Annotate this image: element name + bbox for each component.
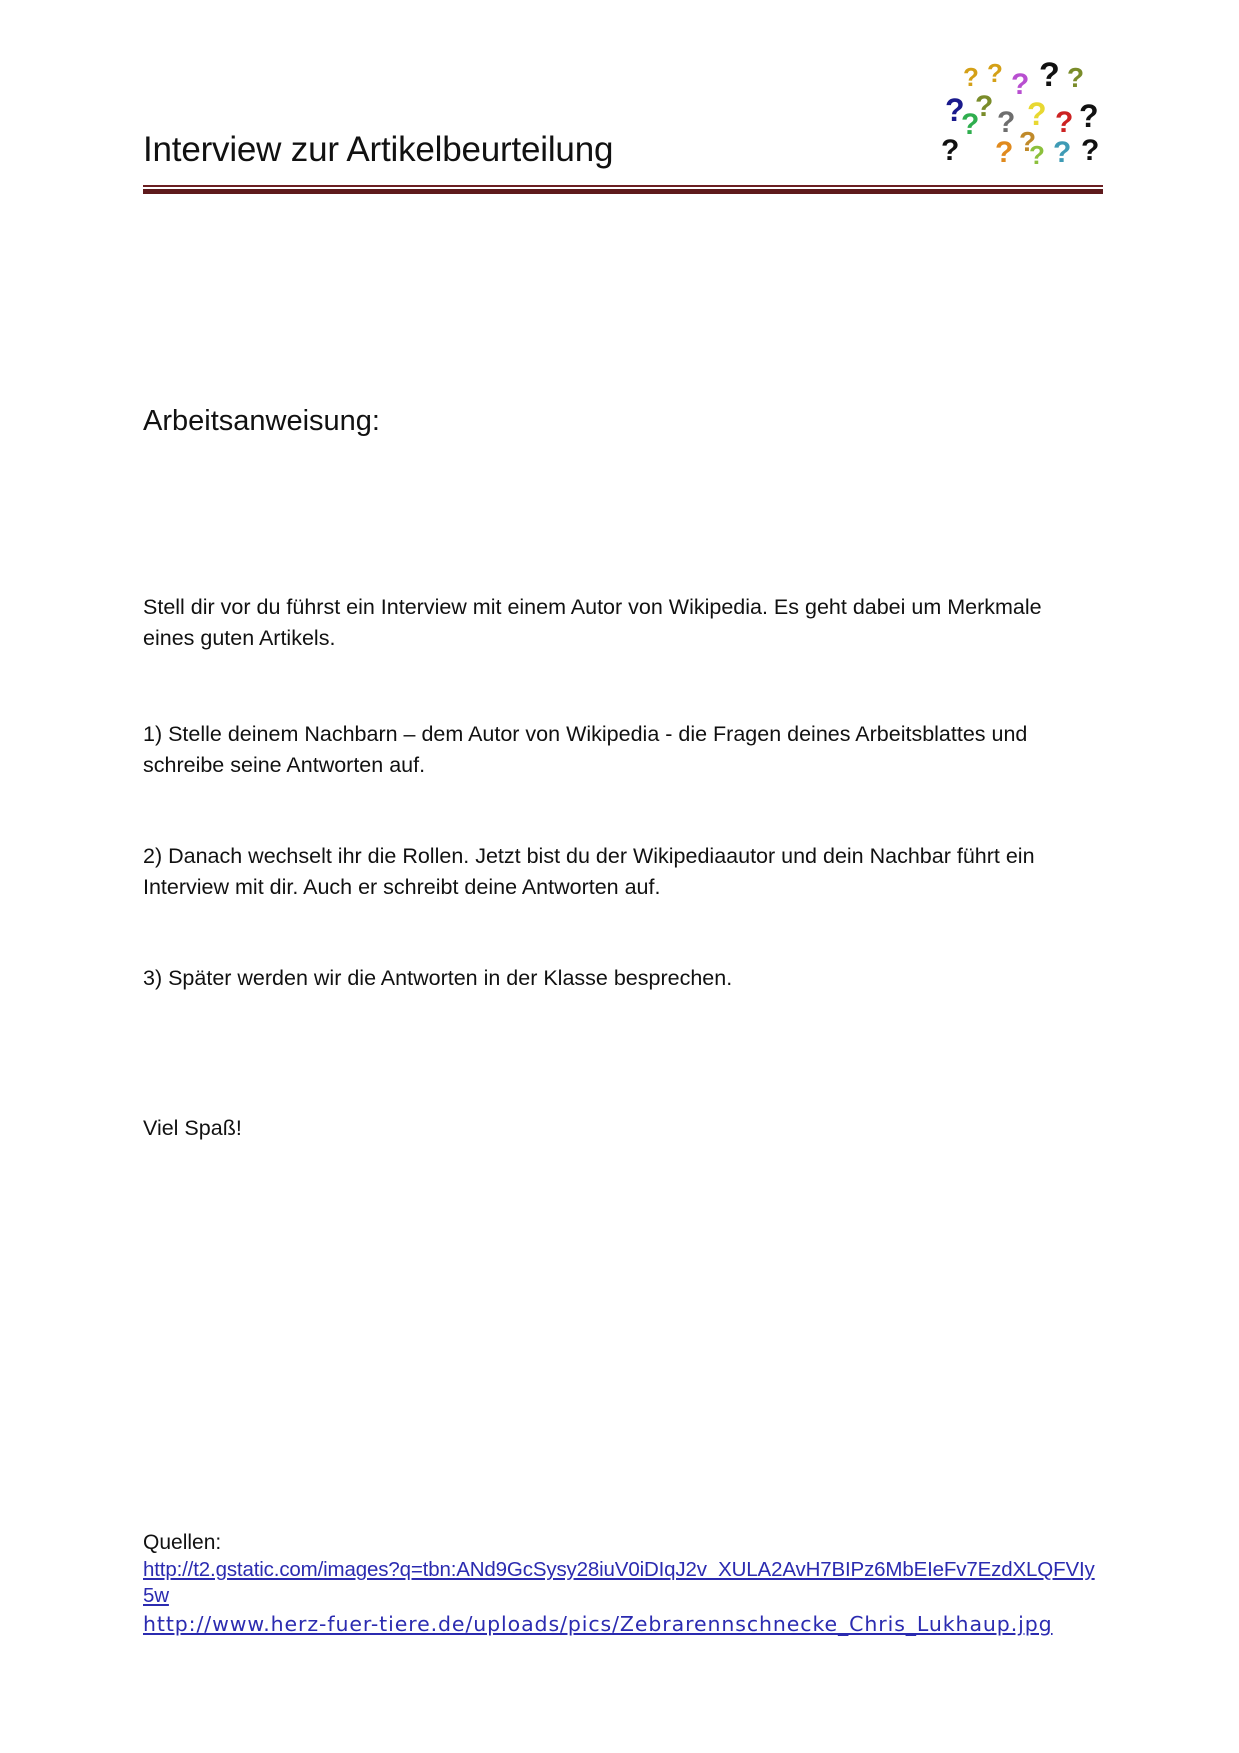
question-mark-glyph-7: ? [961, 108, 980, 141]
question-mark-glyph-6: ? [975, 90, 994, 123]
source-link-gstatic[interactable]: http://t2.gstatic.com/images?q=tbn:ANd9GcSysy28iuV0iDIqJ2v_XULA2AvH7BIPz6MbEIeFv7EzdXLQFVIy5w [143, 1558, 1095, 1607]
question-mark-glyph-11: ? [1079, 98, 1099, 134]
question-mark-glyph-17: ? [1081, 134, 1100, 167]
question-mark-glyph-4: ? [1067, 62, 1085, 93]
question-mark-glyph-9: ? [1027, 96, 1047, 132]
question-mark-glyph-0: ? [963, 62, 979, 92]
page-title: Interview zur Artikelbeurteilung [143, 130, 614, 169]
question-mark-glyph-13: ? [995, 136, 1014, 169]
source-link-herz-fuer-tiere[interactable]: http://www.herz-fuer-tiere.de/uploads/pics/Zebrarennschnecke_Chris_Lukhaup.jpg [143, 1612, 1053, 1636]
question-mark-glyph-2: ? [1011, 68, 1030, 101]
instruction-item-1: 1) Stelle deinem Nachbarn – dem Autor von Wikipedia - die Fragen deines Arbeitsblattes und schreibe seine Antworten auf. [143, 722, 1028, 777]
closing-text: Viel Spaß! [143, 1116, 242, 1140]
question-mark-glyph-14: ? [1019, 126, 1037, 157]
document-header [143, 56, 1103, 200]
title-divider [143, 185, 1103, 194]
question-mark-glyph-8: ? [997, 106, 1016, 139]
question-marks-icon [903, 56, 1100, 178]
intro-paragraph: Stell dir vor du führst ein Interview mit einem Autor von Wikipedia. Es geht dabei um Merkmale eines guten Artikels. [143, 595, 1042, 650]
question-mark-glyph-1: ? [987, 58, 1003, 88]
question-mark-glyph-12: ? [941, 134, 960, 167]
instruction-item-3: 3) Später werden wir die Antworten in der Klasse besprechen. [143, 966, 733, 990]
question-mark-glyph-15: ? [1029, 140, 1045, 170]
sources-section [143, 1529, 1103, 1639]
question-mark-glyph-10: ? [1055, 106, 1074, 139]
question-mark-glyph-3: ? [1039, 56, 1060, 94]
section-heading-arbeitsanweisung: Arbeitsanweisung: [143, 405, 380, 437]
question-mark-glyph-16: ? [1053, 136, 1072, 169]
title-divider-thick-line [143, 189, 1103, 194]
question-mark-glyph-5: ? [945, 92, 965, 128]
instruction-item-2: 2) Danach wechselt ihr die Rollen. Jetzt bist du der Wikipediaautor und dein Nachbar führt ein Interview mit dir. Auch er schreibt deine Antworten auf. [143, 844, 1035, 899]
sources-label: Quellen: [143, 1531, 222, 1554]
